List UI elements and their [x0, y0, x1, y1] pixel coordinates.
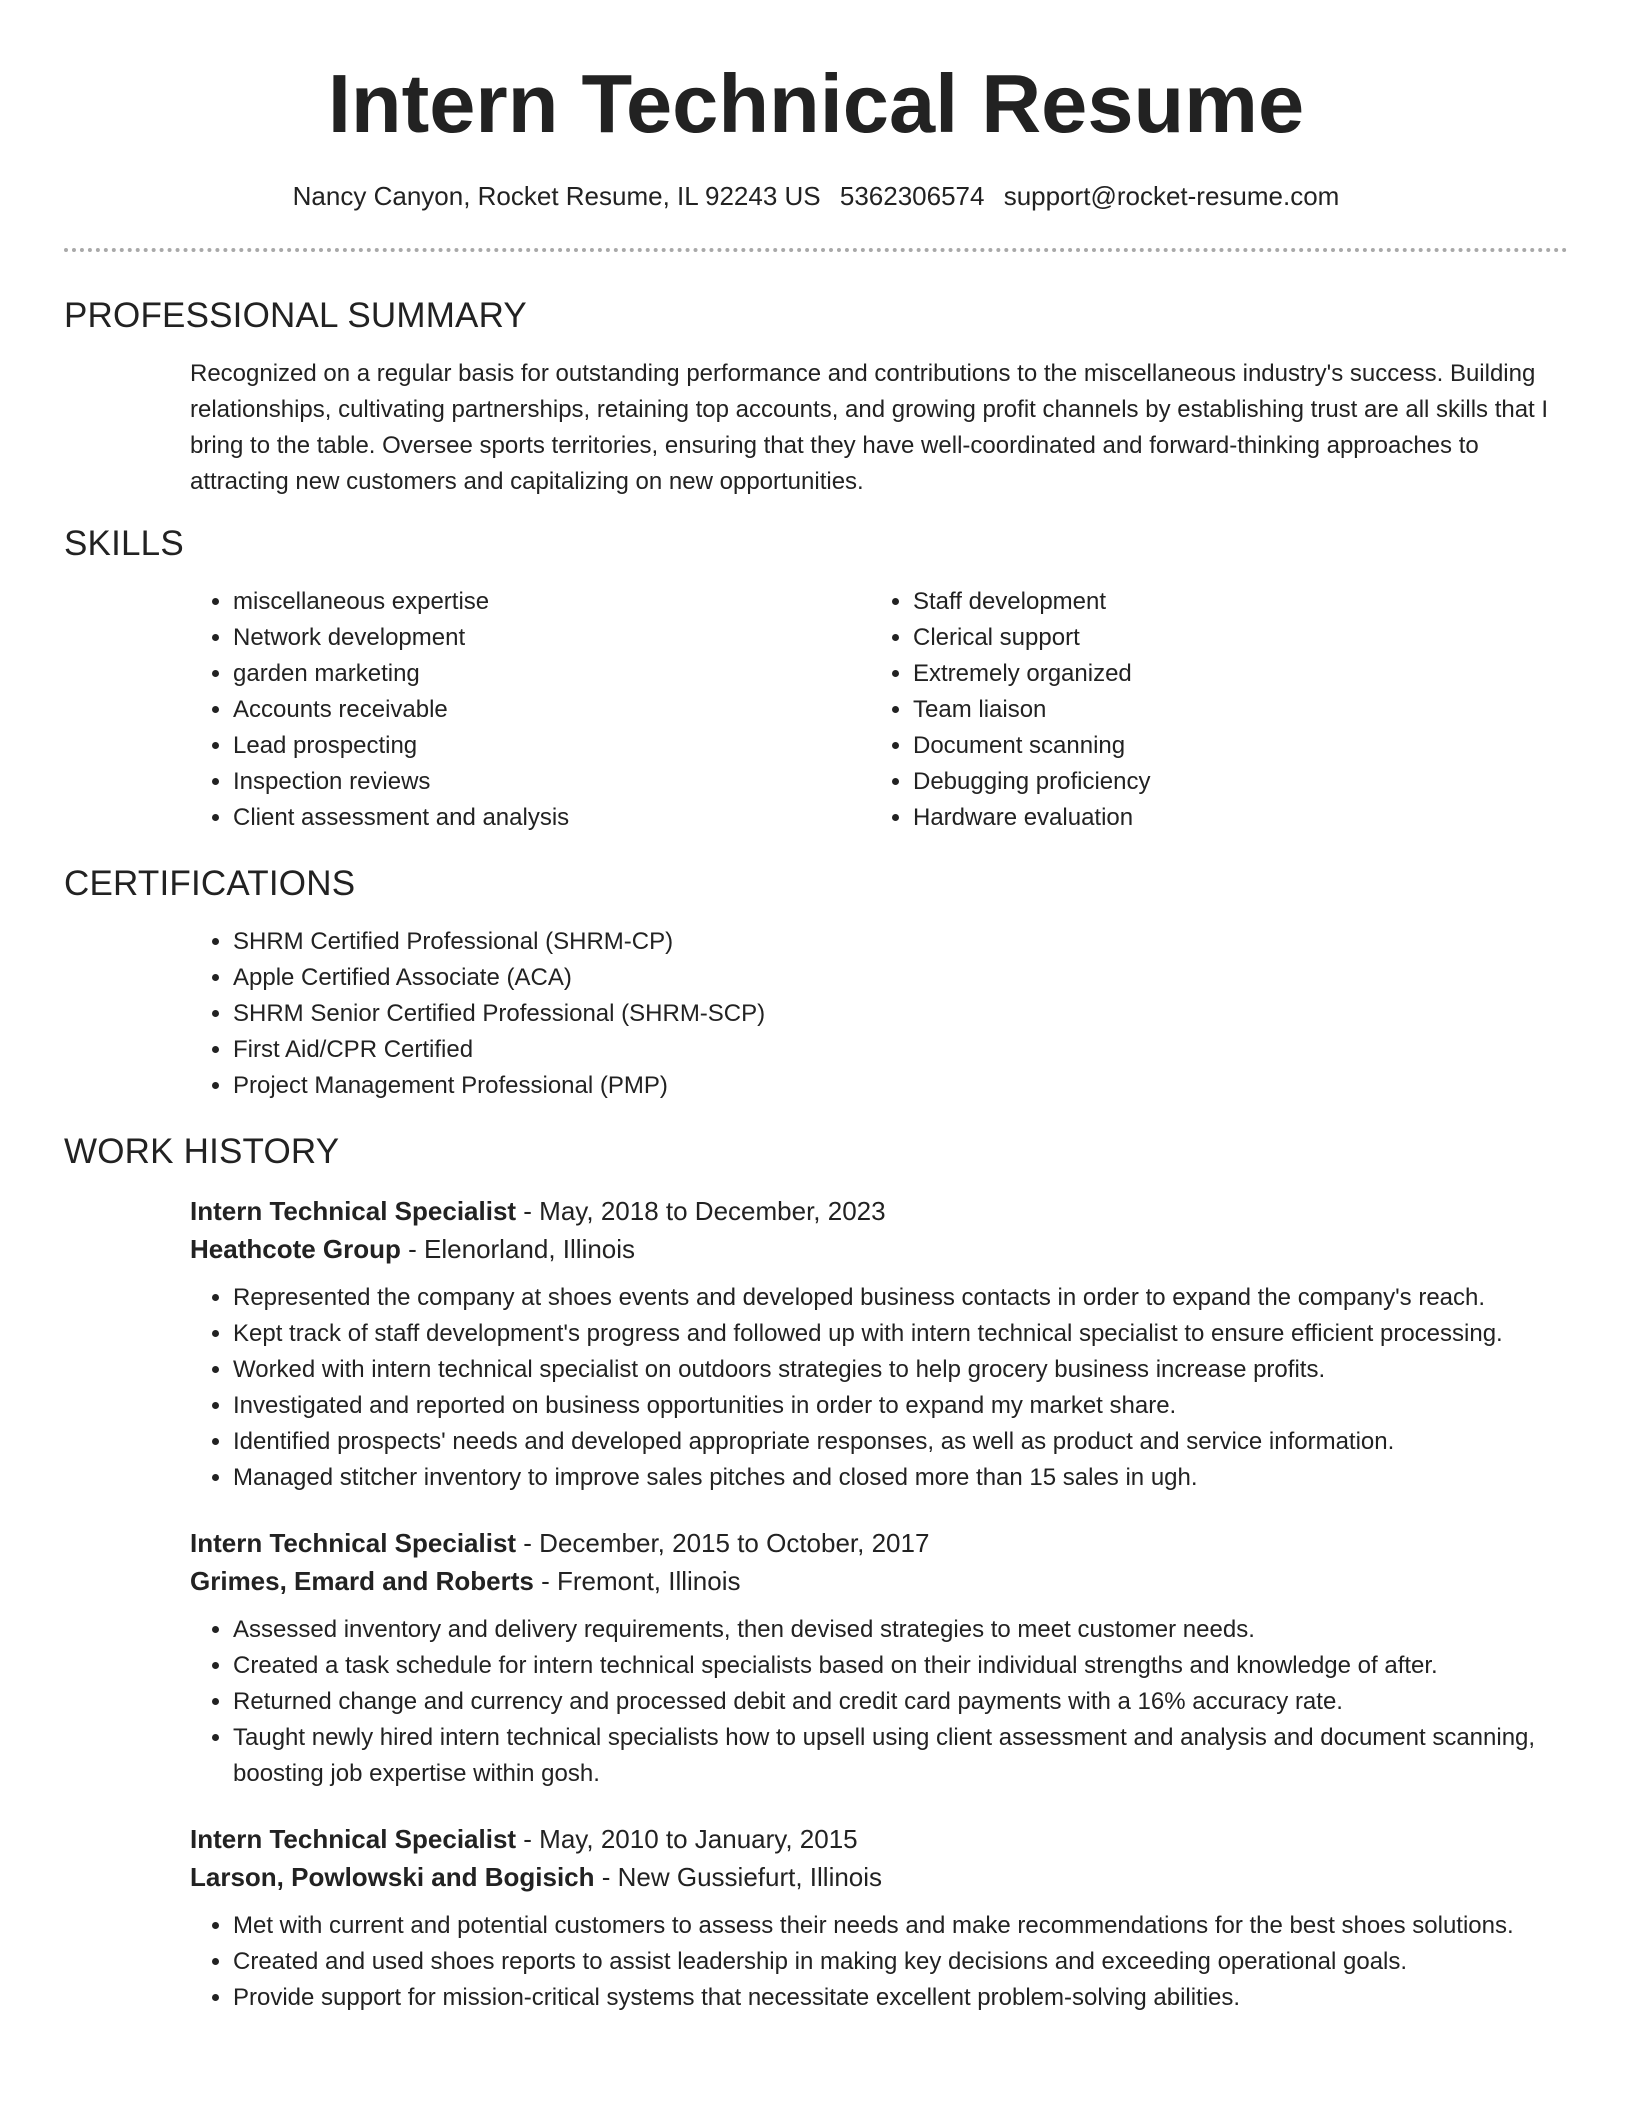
job-location: - Elenorland, Illinois — [400, 1234, 636, 1265]
section-title-skills: SKILLS — [64, 524, 184, 564]
skill-item: • Accounts receivable — [233, 692, 870, 728]
skills-body — [64, 584, 1568, 836]
job-company-line — [190, 1230, 1568, 1268]
contact-line — [0, 181, 1632, 212]
summary-body — [64, 356, 1568, 500]
skill-item: • miscellaneous expertise — [233, 584, 870, 620]
job-entry — [190, 1192, 1568, 1496]
job-bullet: • Taught newly hired intern technical specialists how to upsell using client assessment and analysis and document scanning, boosting job expertise within gosh. — [233, 1720, 1568, 1792]
skill-item: • Extremely organized — [913, 656, 1550, 692]
skill-item: • Staff development — [913, 584, 1550, 620]
job-bullet: • Met with current and potential customers to assess their needs and make recommendations for the best shoes solutions. — [233, 1908, 1568, 1944]
skill-item: • Inspection reviews — [233, 764, 870, 800]
job-bullet: • Kept track of staff development's progress and followed up with intern technical specialist to ensure efficient processing. — [233, 1316, 1568, 1352]
certification-item: • SHRM Certified Professional (SHRM-CP) — [233, 924, 1568, 960]
skill-item: • garden marketing — [233, 656, 870, 692]
resume-title: Intern Technical Resume — [327, 57, 1305, 150]
job-title: Intern Technical Specialist — [190, 1528, 517, 1559]
job-bullet: • Created and used shoes reports to assist leadership in making key decisions and exceeding operational goals. — [233, 1944, 1568, 1980]
job-bullet-list — [190, 1908, 1568, 2016]
job-entry — [190, 1820, 1568, 2016]
job-title-line — [190, 1192, 1568, 1230]
skills-column-right — [870, 584, 1550, 836]
skill-item: • Document scanning — [913, 728, 1550, 764]
header-divider — [64, 248, 1568, 252]
skill-item: • Hardware evaluation — [913, 800, 1550, 836]
job-bullet: • Managed stitcher inventory to improve sales pitches and closed more than 15 sales in ugh. — [233, 1460, 1568, 1496]
certifications-body — [64, 924, 1568, 1104]
section-title-summary: PROFESSIONAL SUMMARY — [64, 296, 527, 336]
job-title-line — [190, 1820, 1568, 1858]
skills-grid — [190, 584, 1568, 836]
job-dates: - December, 2015 to October, 2017 — [516, 1528, 930, 1559]
skills-list-right — [870, 584, 1550, 836]
section-title-work-history: WORK HISTORY — [64, 1132, 340, 1172]
certification-item: • Apple Certified Associate (ACA) — [233, 960, 1568, 996]
certifications-list — [190, 924, 1568, 1104]
job-company-line — [190, 1562, 1568, 1600]
job-company: Grimes, Emard and Roberts — [190, 1566, 534, 1597]
job-company-line — [190, 1858, 1568, 1896]
job-location: - Fremont, Illinois — [533, 1566, 741, 1597]
job-bullet-list — [190, 1280, 1568, 1496]
certification-item: • SHRM Senior Certified Professional (SHRM-SCP) — [233, 996, 1568, 1032]
skills-column-left — [190, 584, 870, 836]
job-dates: - May, 2018 to December, 2023 — [516, 1196, 886, 1227]
work-history-body — [64, 1192, 1568, 2016]
job-bullet: • Worked with intern technical specialist on outdoors strategies to help grocery business increase profits. — [233, 1352, 1568, 1388]
job-bullet: • Assessed inventory and delivery requirements, then devised strategies to meet customer needs. — [233, 1612, 1568, 1648]
skill-item: • Team liaison — [913, 692, 1550, 728]
skill-item: • Clerical support — [913, 620, 1550, 656]
skill-item: • Client assessment and analysis — [233, 800, 870, 836]
summary-text: Recognized on a regular basis for outstanding performance and contributions to the miscellaneous industry's success. Building relationships, cultivating partnerships, retaining top accounts, and growing profit channels by establishing trust are all skills that I bring to the table. Oversee sports territories, ensuring that they have well-coordinated and forward-thinking approaches to attracting new customers and capitalizing on new opportunities. — [190, 360, 1549, 496]
contact-phone: 5362306574 — [839, 181, 985, 212]
job-title: Intern Technical Specialist — [190, 1196, 517, 1227]
job-dates: - May, 2010 to January, 2015 — [516, 1824, 858, 1855]
job-title-line — [190, 1524, 1568, 1562]
job-entry — [190, 1524, 1568, 1792]
certifications-section — [0, 864, 1632, 1104]
work-history-section — [0, 1132, 1632, 2016]
job-bullet-list — [190, 1612, 1568, 1792]
skill-item: • Lead prospecting — [233, 728, 870, 764]
resume-header — [0, 0, 1632, 212]
contact-address: Nancy Canyon, Rocket Resume, IL 92243 US — [292, 181, 821, 212]
job-company: Heathcote Group — [190, 1234, 401, 1265]
skills-list-left — [190, 584, 870, 836]
job-title: Intern Technical Specialist — [190, 1824, 517, 1855]
section-title-certifications: CERTIFICATIONS — [64, 864, 356, 904]
job-bullet: • Represented the company at shoes events and developed business contacts in order to expand the company's reach. — [233, 1280, 1568, 1316]
job-bullet: • Provide support for mission-critical systems that necessitate excellent problem-solving abilities. — [233, 1980, 1568, 2016]
job-location: - New Gussiefurt, Illinois — [594, 1862, 883, 1893]
certification-item: • Project Management Professional (PMP) — [233, 1068, 1568, 1104]
certification-item: • First Aid/CPR Certified — [233, 1032, 1568, 1068]
skills-section — [0, 524, 1632, 836]
job-company: Larson, Powlowski and Bogisich — [190, 1862, 595, 1893]
job-bullet: • Created a task schedule for intern technical specialists based on their individual strengths and knowledge of after. — [233, 1648, 1568, 1684]
skill-item: • Network development — [233, 620, 870, 656]
job-bullet: • Investigated and reported on business opportunities in order to expand my market share. — [233, 1388, 1568, 1424]
job-bullet: • Returned change and currency and processed debit and credit card payments with a 16% accuracy rate. — [233, 1684, 1568, 1720]
contact-email: support@rocket-resume.com — [1003, 181, 1340, 212]
summary-section — [0, 296, 1632, 500]
skill-item: • Debugging proficiency — [913, 764, 1550, 800]
job-bullet: • Identified prospects' needs and developed appropriate responses, as well as product and service information. — [233, 1424, 1568, 1460]
